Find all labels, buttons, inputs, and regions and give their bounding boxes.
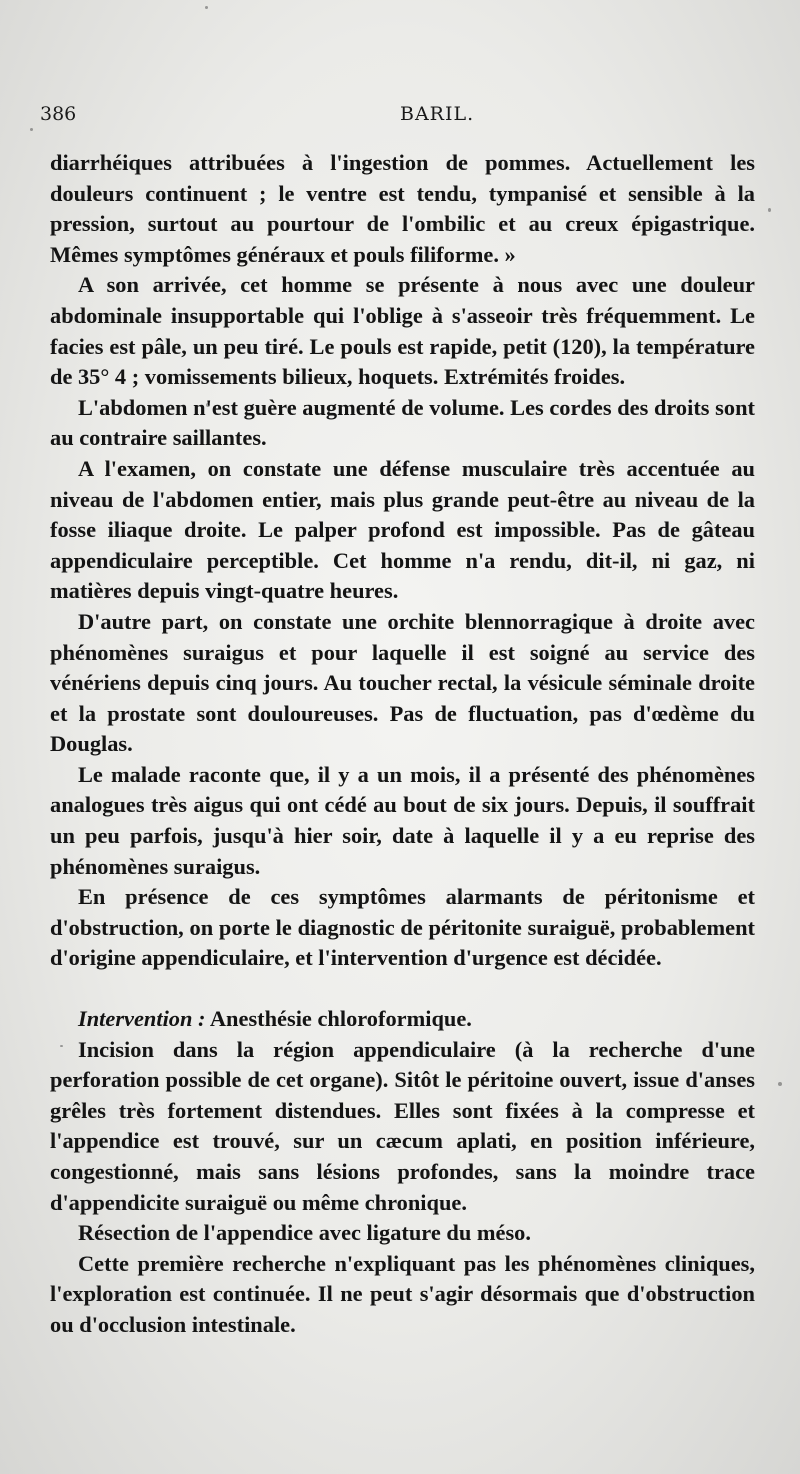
body-text <box>50 148 755 1341</box>
paragraph: Résection de l'appendice avec ligature du méso. <box>78 1220 531 1246</box>
print-speck <box>768 208 771 212</box>
paragraph: A son arrivée, cet homme se présente à nous avec une douleur abdominale insupportable qui l'oblige à s'asseoir très fréquemment. Le facies est pâle, un peu tiré. Le pouls est rapide, petit (120), la température de 35° 4 ; vomissements bilieux, hoquets. Extrémités froides. <box>50 272 755 390</box>
print-speck <box>205 6 208 9</box>
intervention-text: Anesthésie chloroformique. <box>205 1006 472 1032</box>
paragraph: A l'examen, on constate une défense musculaire très accentuée au niveau de l'abdomen entier, mais plus grande peut-être au niveau de la fosse iliaque droite. Le palper profond est impossible. Pas de gâteau appendiculaire perceptible. Cet homme n'a rendu, dit-il, ni gaz, ni matières depuis vingt-quatre heures. <box>50 455 755 604</box>
paragraph: Cette première recherche n'expliquant pas les phénomènes cliniques, l'exploration est continuée. Il ne peut s'agir désormais que d'obstruction ou d'occlusion intestinale. <box>50 1250 755 1337</box>
intervention-paragraph <box>50 1004 755 1035</box>
paragraph: L'abdomen n'est guère augmenté de volume. Les cordes des droits sont au contraire saillantes. <box>50 394 755 451</box>
running-head: BARIL. <box>400 103 475 125</box>
paragraph: Le malade raconte que, il y a un mois, il a présenté des phénomènes analogues très aigus qui ont cédé au bout de six jours. Depuis, il souffrait un peu parfois, jusqu'à hier soir, date à laquelle il y a eu reprise des phénomènes suraigus. <box>50 761 755 879</box>
paragraph: Incision dans la région appendiculaire (à la recherche d'une perforation possible de cet organe). Sitôt le péritoine ouvert, issue d'anses grêles très fortement distendues. Elles sont fixées à la compresse et l'appendice est trouvé, sur un cæcum aplati, en position inférieure, congestionné, mais sans lésions profondes, sans la moindre trace d'appendicite suraiguë ou même chronique. <box>50 1036 755 1215</box>
paragraph: En présence de ces symptômes alarmants de péritonisme et d'obstruction, on porte le diagnostic de péritonite suraiguë, probablement d'origine appendiculaire, et l'intervention d'urgence est décidée. <box>50 884 755 971</box>
paragraph: D'autre part, on constate une orchite blennorragique à droite avec phénomènes suraigus et pour laquelle il est soigné au service des vénériens depuis cinq jours. Au toucher rectal, la vésicule séminale droite et la prostate sont douloureuses. Pas de fluctuation, pas d'œdème du Douglas. <box>50 608 755 757</box>
paragraph: diarrhéiques attribuées à l'ingestion de pommes. Actuellement les douleurs continuent ; le ventre est tendu, tympanisé et sensible à la pression, surtout au pourtour de l'ombilic et au creux épigastrique. Mêmes symptômes généraux et pouls filiforme. » <box>50 150 755 267</box>
intervention-label: Intervention : <box>78 1006 206 1032</box>
print-speck <box>778 1082 782 1086</box>
print-speck <box>30 128 33 131</box>
page-number: 386 <box>40 103 77 125</box>
page-header <box>40 103 775 133</box>
